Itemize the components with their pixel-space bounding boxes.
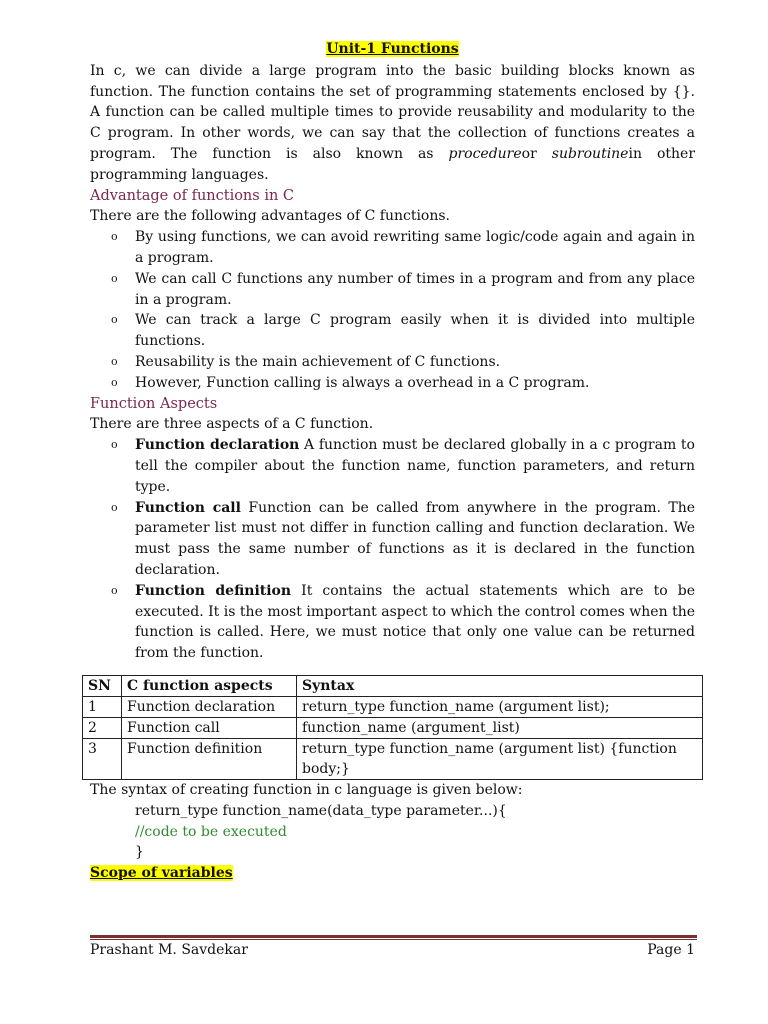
aspects-lead: There are three aspects of a C function. bbox=[90, 416, 374, 433]
table-cell: 3 bbox=[83, 738, 122, 779]
table-cell: return_type function_name (argument list) {function body;} bbox=[297, 738, 703, 779]
table-header: C function aspects bbox=[122, 675, 297, 696]
list-item: o Reusability is the main achievement of C functions. bbox=[135, 352, 695, 373]
list-item: o Function declaration A function must be declared globally in a c program to tell the compiler about the function name, function parameters, and return type. bbox=[111, 437, 695, 495]
footer-page-number: Page 1 bbox=[647, 942, 695, 958]
list-item: o We can track a large C program easily when it is divided into multiple functions. bbox=[111, 312, 695, 350]
code-close: } bbox=[135, 844, 144, 861]
aspects-heading: Function Aspects bbox=[90, 395, 218, 412]
bullet-icon: o bbox=[111, 583, 118, 597]
table-cell: return_type function_name (argument list); bbox=[297, 696, 703, 717]
table-cell: Function definition bbox=[122, 738, 297, 779]
table-row bbox=[83, 738, 703, 779]
advantages-heading: Advantage of functions in C bbox=[90, 187, 295, 204]
footer-rule-thin bbox=[90, 939, 697, 940]
bullet-icon: o bbox=[111, 500, 118, 514]
scope-heading: Scope of variables bbox=[90, 865, 233, 882]
list-item: o Function call Function can be called from anywhere in the program. The parameter list must not differ in function calling and function declaration. We must pass the same number of functions as it is declared in the function declaration. bbox=[111, 499, 696, 578]
bullet-icon: o bbox=[111, 354, 118, 368]
list-item: o We can call C functions any number of times in a program and from any place in a program. bbox=[111, 270, 695, 308]
bullet-icon: o bbox=[111, 271, 118, 285]
list-item: o Function definition It contains the actual statements which are to be executed. It is the most important aspect to which the control comes when the function is called. Here, we must notice that only one value can be returned from the function. bbox=[111, 582, 695, 662]
table-cell: 1 bbox=[83, 696, 122, 717]
syntax-lead: The syntax of creating function in c language is given below: bbox=[90, 781, 523, 798]
footer-rule bbox=[90, 935, 697, 938]
table-row bbox=[83, 717, 703, 738]
page-footer bbox=[90, 942, 695, 958]
aspects-list bbox=[90, 435, 695, 664]
aspects-table-wrapper bbox=[82, 675, 703, 780]
code-comment: //code to be executed bbox=[135, 823, 287, 840]
list-item: o However, Function calling is always a overhead in a C program. bbox=[135, 373, 695, 394]
page-content bbox=[90, 39, 695, 884]
aspects-table bbox=[82, 675, 703, 780]
table-cell: Function declaration bbox=[122, 696, 297, 717]
footer-author: Prashant M. Savdekar bbox=[90, 942, 248, 958]
table-header: SN bbox=[83, 675, 122, 696]
table-cell: Function call bbox=[122, 717, 297, 738]
list-item: o By using functions, we can avoid rewriting same logic/code again and again in a program. bbox=[111, 229, 695, 266]
bullet-icon: o bbox=[111, 230, 118, 244]
table-cell: 2 bbox=[83, 717, 122, 738]
bullet-icon: o bbox=[111, 438, 118, 452]
page-title: Unit-1 Functions bbox=[326, 41, 459, 57]
advantages-lead: There are the following advantages of C functions. bbox=[90, 208, 451, 225]
intro-paragraph: In c, we can divide a large program into the basic building blocks known as function. The function contains the set of programming statements enclosed by {}. A function can be called multiple times to provide reusability and modularity to the C program. In other words, we can say that the collection of functions creates a program. The function is also known as procedureor subroutinein other programming languages. bbox=[90, 62, 696, 183]
table-header: Syntax bbox=[297, 675, 703, 696]
bullet-icon: o bbox=[111, 375, 118, 389]
table-header-row bbox=[83, 675, 703, 696]
table-row bbox=[83, 696, 703, 717]
code-line: return_type function_name(data_type parameter...){ bbox=[135, 802, 507, 819]
table-cell: function_name (argument_list) bbox=[297, 717, 703, 738]
advantages-list bbox=[90, 227, 695, 393]
bullet-icon: o bbox=[111, 313, 118, 327]
